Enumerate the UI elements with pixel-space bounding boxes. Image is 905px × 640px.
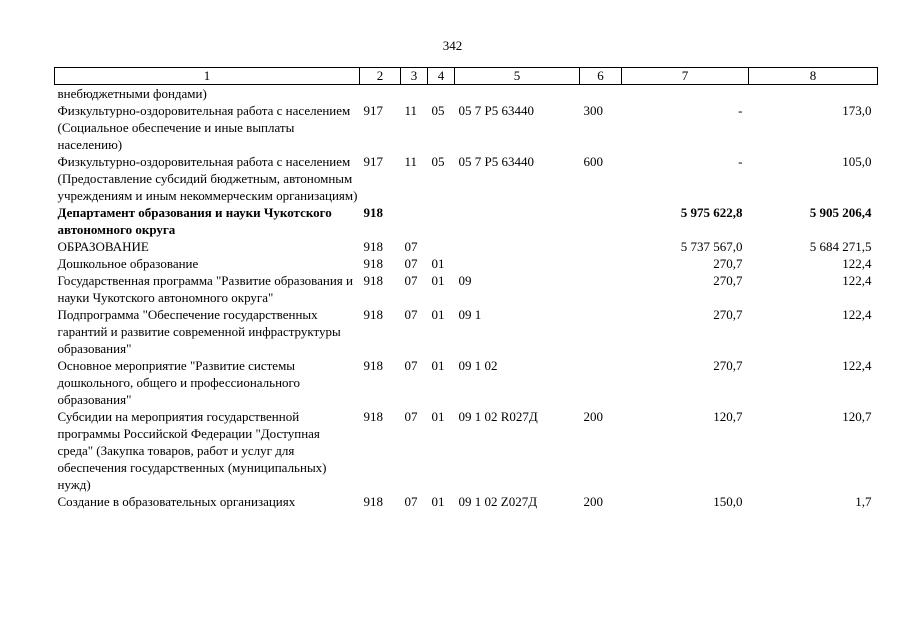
row-target-article-cell: 05 7 P5 63440 (458, 154, 534, 169)
row-amount-1-cell: 270,7 (713, 256, 743, 271)
row-admin-code-cell: 918 (363, 205, 383, 220)
row-subsection-cell: 05 (431, 103, 445, 118)
row-target-article-cell: 05 7 P5 63440 (458, 103, 534, 118)
row-target-article-cell: 09 1 (458, 307, 482, 322)
table-row (55, 102, 878, 153)
row-amount-2-cell: 122,4 (842, 358, 872, 373)
table-row (55, 272, 878, 306)
row-name-cell: Субсидии на мероприятия государственной программы Российской Федерации "Доступная среда" (Закупка товаров, работ и услуг для обеспечения государственных (муниципальных) нужд) (57, 409, 327, 492)
row-expense-type-cell (580, 306, 622, 357)
row-amount-2-cell: 122,4 (842, 307, 872, 322)
table-header-row (55, 68, 878, 85)
row-amount-1-cell: - (738, 154, 743, 169)
row-subsection-cell: 01 (431, 256, 445, 271)
row-admin-code-cell: 918 (363, 307, 383, 322)
row-section-cell: 07 (404, 307, 418, 322)
row-section-cell (401, 85, 428, 103)
column-header: 5 (455, 68, 580, 85)
row-amount-1-cell: 270,7 (713, 273, 743, 288)
row-subsection-cell (428, 204, 455, 238)
row-target-article-cell: 09 (458, 273, 472, 288)
column-header: 6 (580, 68, 622, 85)
row-admin-code-cell: 918 (363, 273, 383, 288)
row-amount-2-cell (749, 85, 878, 103)
row-name-cell: Подпрограмма "Обеспечение государственных гарантий и развитие современной инфраструктуры образования" (57, 307, 341, 356)
row-amount-2-cell: 1,7 (855, 494, 872, 509)
row-amount-2-cell: 173,0 (842, 103, 872, 118)
row-admin-code-cell: 918 (363, 358, 383, 373)
table-row (55, 204, 878, 238)
table-row (55, 238, 878, 255)
row-expense-type-cell: 600 (583, 154, 603, 169)
budget-table (54, 67, 878, 510)
row-section-cell: 07 (404, 273, 418, 288)
row-target-article-cell (455, 85, 580, 103)
row-name-cell: Государственная программа "Развитие образования и науки Чукотского автономного округа" (57, 273, 353, 305)
page-number: 342 (442, 38, 463, 53)
row-expense-type-cell: 200 (583, 494, 603, 509)
row-expense-type-cell (580, 272, 622, 306)
column-header: 2 (360, 68, 401, 85)
row-admin-code-cell: 918 (363, 494, 383, 509)
row-expense-type-cell: 300 (583, 103, 603, 118)
row-target-article-cell: 09 1 02 R027Д (458, 409, 538, 424)
row-expense-type-cell (580, 255, 622, 272)
column-header: 1 (55, 68, 360, 85)
row-amount-1-cell: 5 737 567,0 (680, 239, 743, 254)
row-amount-2-cell: 5 905 206,4 (809, 205, 872, 220)
row-amount-1-cell: - (738, 103, 743, 118)
row-amount-2-cell: 120,7 (842, 409, 872, 424)
row-admin-code-cell: 917 (363, 154, 383, 169)
row-target-article-cell (455, 255, 580, 272)
row-name-cell: Департамент образования и науки Чукотского автономного округа (57, 205, 332, 237)
row-subsection-cell: 01 (431, 358, 445, 373)
row-name-cell: ОБРАЗОВАНИЕ (57, 239, 149, 254)
row-amount-2-cell: 5 684 271,5 (809, 239, 872, 254)
row-admin-code-cell: 917 (363, 103, 383, 118)
row-admin-code-cell: 918 (363, 239, 383, 254)
row-subsection-cell: 01 (431, 307, 445, 322)
row-amount-1-cell: 270,7 (713, 358, 743, 373)
column-header: 7 (622, 68, 749, 85)
row-name-cell: Физкультурно-оздоровительная работа с населением (Предоставление субсидий бюджетным, автономным учреждениям и иным некоммерческим организациям) (57, 154, 358, 203)
row-subsection-cell: 05 (431, 154, 445, 169)
column-header: 4 (428, 68, 455, 85)
row-section-cell: 07 (404, 494, 418, 509)
row-admin-code-cell: 918 (363, 409, 383, 424)
row-section-cell: 07 (404, 409, 418, 424)
row-subsection-cell (428, 85, 455, 103)
table-row (55, 408, 878, 493)
row-admin-code-cell: 918 (363, 256, 383, 271)
row-amount-2-cell: 122,4 (842, 273, 872, 288)
row-expense-type-cell (580, 204, 622, 238)
table-row (55, 85, 878, 103)
row-target-article-cell (455, 204, 580, 238)
row-expense-type-cell (580, 85, 622, 103)
row-section-cell: 07 (404, 239, 418, 254)
row-subsection-cell: 01 (431, 273, 445, 288)
row-section-cell: 07 (404, 358, 418, 373)
row-amount-1-cell: 270,7 (713, 307, 743, 322)
row-target-article-cell: 09 1 02 (458, 358, 498, 373)
table-row (55, 153, 878, 204)
row-name-cell: Дошкольное образование (57, 256, 199, 271)
row-amount-2-cell: 105,0 (842, 154, 872, 169)
column-header: 8 (749, 68, 878, 85)
row-section-cell: 11 (404, 103, 418, 118)
row-amount-1-cell: 120,7 (713, 409, 743, 424)
row-amount-2-cell: 122,4 (842, 256, 872, 271)
row-target-article-cell: 09 1 02 Z027Д (458, 494, 538, 509)
row-section-cell (401, 204, 428, 238)
row-target-article-cell (455, 238, 580, 255)
row-subsection-cell: 01 (431, 494, 445, 509)
table-row (55, 357, 878, 408)
row-subsection-cell (428, 238, 455, 255)
row-expense-type-cell (580, 238, 622, 255)
row-amount-1-cell: 5 975 622,8 (680, 205, 743, 220)
row-admin-code-cell (360, 85, 401, 103)
row-name-cell: Создание в образовательных организациях (57, 494, 296, 509)
row-amount-1-cell: 150,0 (713, 494, 743, 509)
row-name-cell: Основное мероприятие "Развитие системы дошкольного, общего и профессионального образования" (57, 358, 301, 407)
row-section-cell: 07 (404, 256, 418, 271)
table-row (55, 493, 878, 510)
row-name-cell: Физкультурно-оздоровительная работа с населением (Социальное обеспечение и иные выплаты населению) (57, 103, 351, 152)
row-section-cell: 11 (404, 154, 418, 169)
table-row (55, 306, 878, 357)
row-amount-1-cell (622, 85, 749, 103)
row-expense-type-cell: 200 (583, 409, 603, 424)
column-header: 3 (401, 68, 428, 85)
row-expense-type-cell (580, 357, 622, 408)
row-name-cell: внебюджетными фондами) (57, 86, 207, 101)
table-row (55, 255, 878, 272)
row-subsection-cell: 01 (431, 409, 445, 424)
